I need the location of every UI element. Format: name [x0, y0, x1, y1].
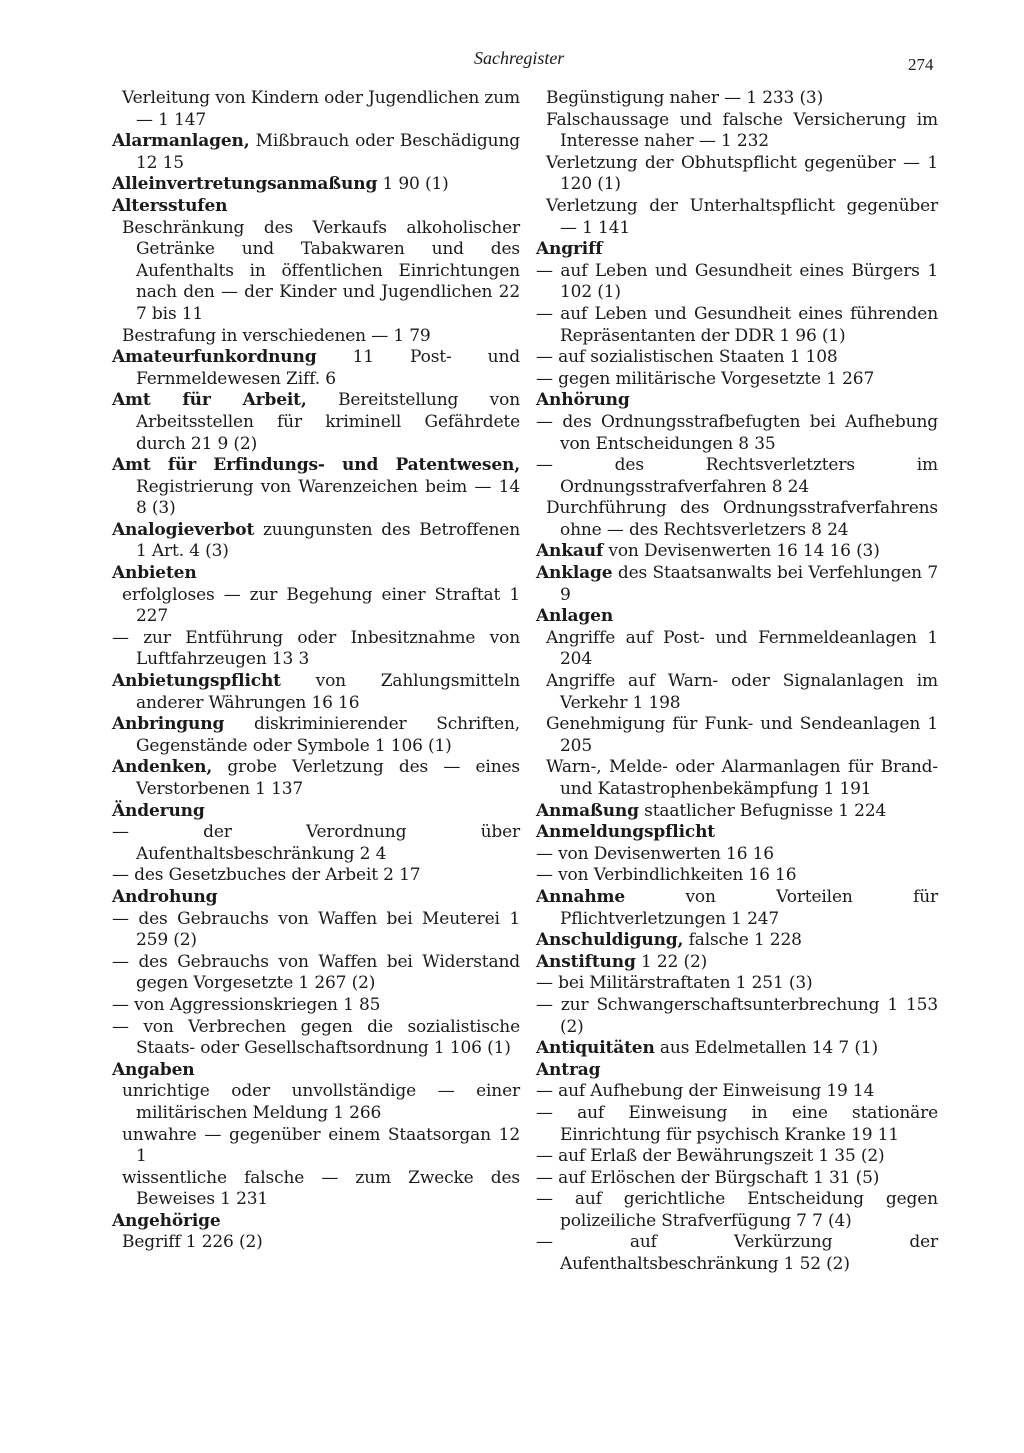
index-entry	[112, 455, 520, 520]
index-entry: Angriffe auf Post- und Fernmeldeanlagen 1 204	[546, 627, 938, 670]
index-entry: — auf Verkürzung der Aufenthaltsbeschränkung 1 52 (2)	[536, 1232, 938, 1275]
index-reference: von Devisenwerten 16 14 16 (3)	[603, 541, 880, 562]
index-entry: — auf Einweisung in eine stationäre Einrichtung für psychisch Kranke 19 11	[536, 1102, 938, 1145]
index-entry: — von Verbindlichkeiten 16 16	[536, 865, 797, 886]
index-heading: Angaben	[112, 1059, 195, 1080]
index-entry: — von Devisenwerten 16 16	[536, 843, 774, 864]
index-entry: — von Aggressionskriegen 1 85	[112, 994, 381, 1015]
index-keyword: Amt für Arbeit,	[112, 390, 307, 411]
index-entry: — auf sozialistischen Staaten 1 108	[536, 347, 838, 368]
index-reference: von Zahlungsmitteln anderer Währungen 16 16	[136, 671, 520, 713]
index-entry: Verletzung der Unterhaltspflicht gegenüber — 1 141	[546, 195, 938, 238]
index-reference: zuungunsten des Betroffenen 1 Art. 4 (3)	[136, 519, 520, 562]
index-entry: Falschaussage und falsche Versicherung im Interesse naher — 1 232	[546, 109, 938, 152]
index-entry: Angriffe auf Warn- oder Signalanlagen im Verkehr 1 198	[546, 671, 938, 713]
index-reference: grobe Verletzung des — eines Verstorbenen 1 137	[136, 757, 520, 799]
index-reference: des Staatsanwalts bei Verfehlungen 7 9	[560, 563, 938, 605]
index-entry: — der Verordnung über Aufenthaltsbeschränkung 2 4	[112, 822, 520, 864]
page-number: 274	[908, 55, 934, 74]
index-keyword: Amt für Erfindungs- und Patentwesen,	[112, 455, 520, 476]
index-entry	[112, 131, 520, 174]
index-keyword: Analogieverbot	[112, 519, 255, 540]
index-entry: Verletzung der Obhutspflicht gegenüber — 1 120 (1)	[546, 152, 938, 195]
index-entry: — auf Leben und Gesundheit eines führenden Repräsentanten der DDR 1 96 (1)	[536, 303, 938, 346]
index-reference: falsche 1 228	[683, 930, 802, 951]
index-entry: — des Gesetzbuches der Arbeit 2 17	[112, 865, 421, 886]
index-entry: Verleitung von Kindern oder Jugendlichen zum — 1 147	[122, 88, 520, 130]
index-keyword: Ankauf	[536, 541, 604, 562]
index-heading: Anmeldungspflicht	[536, 822, 716, 843]
index-entry: — auf Leben und Gesundheit eines Bürgers 1 102 (1)	[536, 260, 938, 303]
index-entry	[112, 520, 520, 563]
index-entry: — gegen militärische Vorgesetzte 1 267	[536, 368, 875, 389]
index-heading: Anbieten	[112, 563, 197, 584]
index-heading: Änderung	[112, 800, 205, 821]
index-heading: Anhörung	[536, 390, 630, 411]
index-heading: Anlagen	[536, 606, 614, 627]
index-keyword: Anbringung	[112, 714, 225, 735]
index-entry: — des Gebrauchs von Waffen bei Widerstand gegen Vorgesetzte 1 267 (2)	[112, 951, 520, 994]
index-entry	[536, 563, 938, 606]
index-keyword: Alleinvertretungsanmaßung	[112, 174, 378, 195]
index-entry	[112, 671, 520, 714]
index-entry: Genehmigung für Funk- und Sendeanlagen 1 205	[546, 714, 938, 756]
index-entry	[112, 390, 520, 455]
index-keyword: Anmaßung	[536, 800, 639, 821]
index-reference: aus Edelmetallen 14 7 (1)	[654, 1038, 878, 1059]
index-entry: — des Rechtsverletzters im Ordnungsstrafverfahren 8 24	[536, 455, 938, 497]
index-entry: unwahre — gegenüber einem Staatsorgan 12 1	[122, 1124, 520, 1167]
index-keyword: Amateurfunkordnung	[112, 347, 317, 368]
index-keyword: Anstiftung	[536, 951, 636, 972]
index-reference: 11 Post- und Fernmeldewesen Ziff. 6	[136, 347, 520, 389]
index-keyword: Alarmanlagen,	[112, 131, 250, 152]
index-entry: Beschränkung des Verkaufs alkoholischer Getränke und Tabakwaren und des Aufenthalts in öffentlichen Einrichtungen nach den — der Kinder und Jugendlichen 22 7 bis 11	[122, 217, 520, 324]
index-heading: Antrag	[536, 1059, 601, 1080]
index-entry: erfolgloses — zur Begehung einer Straftat 1 227	[122, 584, 520, 627]
index-keyword: Antiquitäten	[536, 1038, 655, 1059]
index-entry: Warn-, Melde- oder Alarmanlagen für Brand- und Katastrophenbekämpfung 1 191	[546, 757, 938, 799]
index-entry	[112, 174, 520, 196]
index-entry: — des Ordnungsstrafbefugten bei Aufhebung von Entscheidungen 8 35	[536, 411, 938, 454]
index-entry: — auf gerichtliche Entscheidung gegen polizeiliche Strafverfügung 7 7 (4)	[536, 1189, 938, 1231]
index-entry: — auf Aufhebung der Einweisung 19 14	[536, 1081, 875, 1102]
index-entry	[536, 952, 938, 974]
index-entry	[112, 714, 520, 757]
index-entry: Begriff 1 226 (2)	[122, 1232, 263, 1253]
index-reference: Mißbrauch oder Beschädigung 12 15	[136, 131, 520, 173]
index-entry: — von Verbrechen gegen die sozialistische Staats- oder Gesellschaftsordnung 1 106 (1)	[112, 1016, 520, 1059]
index-reference: 1 90 (1)	[377, 174, 449, 195]
index-reference: staatlicher Befugnisse 1 224	[638, 800, 887, 821]
index-entry: — zur Schwangerschaftsunterbrechung 1 153 (2)	[536, 994, 938, 1037]
index-entry: unrichtige oder unvollständige — einer militärischen Meldung 1 266	[122, 1081, 520, 1123]
index-entry	[536, 801, 938, 823]
index-keyword: Anklage	[536, 563, 613, 584]
index-entry: Begünstigung naher — 1 233 (3)	[546, 88, 824, 108]
index-entry: — zur Entführung oder Inbesitznahme von Luftfahrzeugen 13 3	[112, 627, 520, 670]
index-entry: wissentliche falsche — zum Zwecke des Beweises 1 231	[122, 1167, 520, 1210]
index-column-left	[112, 88, 520, 1254]
index-keyword: Andenken,	[112, 757, 213, 778]
index-heading: Angehörige	[112, 1210, 221, 1231]
index-entry	[536, 887, 938, 930]
index-heading: Androhung	[112, 886, 218, 907]
index-reference: diskriminierender Schriften, Gegenstände oder Symbole 1 106 (1)	[136, 714, 520, 756]
index-keyword: Anbietungspflicht	[112, 671, 281, 692]
index-entry: — des Gebrauchs von Waffen bei Meuterei 1 259 (2)	[112, 908, 520, 951]
index-entry	[536, 541, 938, 563]
index-reference: 1 22 (2)	[635, 951, 708, 972]
index-entry: Bestrafung in verschiedenen — 1 79	[122, 325, 431, 346]
running-header: Sachregister	[474, 48, 565, 68]
index-entry	[536, 1038, 938, 1060]
index-entry: — bei Militärstraftaten 1 251 (3)	[536, 973, 813, 994]
index-reference: von Vorteilen für Pflichtverletzungen 1 247	[560, 886, 938, 929]
index-entry: Durchführung des Ordnungsstrafverfahrens ohne — des Rechtsverletzers 8 24	[546, 498, 938, 540]
index-reference: Bereitstellung von Arbeitsstellen für kriminell Gefährdete durch 21 9 (2)	[136, 390, 521, 454]
index-entry	[112, 757, 520, 800]
index-entry	[536, 930, 938, 952]
index-keyword: Annahme	[536, 886, 626, 907]
index-entry: — auf Erlaß der Bewährungszeit 1 35 (2)	[536, 1146, 885, 1167]
index-reference: Registrierung von Warenzeichen beim — 14 8 (3)	[136, 476, 520, 519]
index-heading: Altersstufen	[112, 195, 228, 216]
index-column-right	[536, 88, 938, 1276]
index-keyword: Anschuldigung,	[536, 930, 684, 951]
index-heading: Angriff	[536, 239, 603, 260]
index-entry	[112, 347, 520, 390]
index-entry: — auf Erlöschen der Bürgschaft 1 31 (5)	[536, 1167, 880, 1188]
